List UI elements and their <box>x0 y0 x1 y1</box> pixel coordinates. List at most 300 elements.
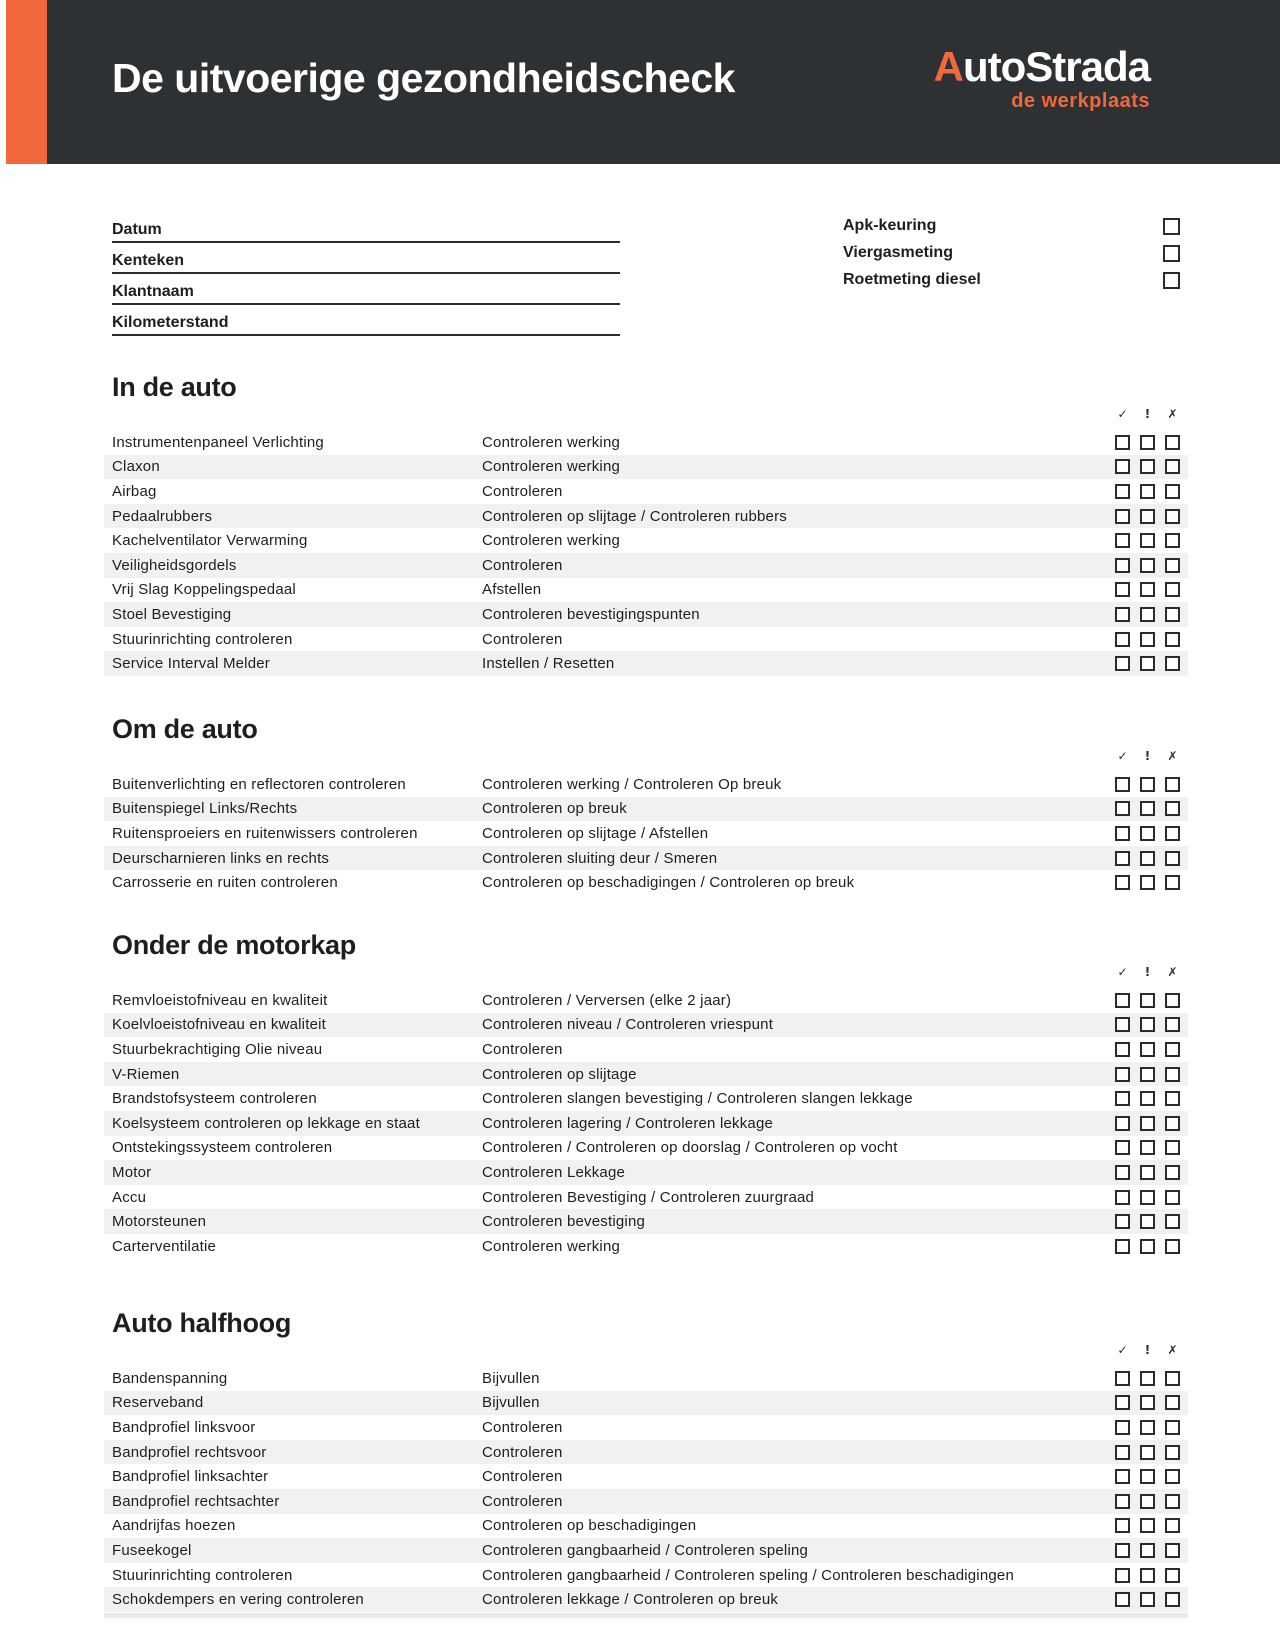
table-row <box>104 1366 1188 1391</box>
row-item-label: Pedaalrubbers <box>112 507 213 525</box>
status-ok-symbol: ✓ <box>1117 407 1128 421</box>
row-checkboxes <box>1115 1116 1188 1131</box>
checkbox-ok[interactable] <box>1115 801 1130 816</box>
check-option-label: Apk-keuring <box>843 217 937 234</box>
page-title: De uitvoerige gezondheidscheck <box>112 55 735 101</box>
checkbox-warn[interactable] <box>1140 1494 1155 1509</box>
checkbox-fail[interactable] <box>1165 1239 1180 1254</box>
row-action-label: Controleren werking <box>482 532 621 550</box>
table-row <box>104 870 1188 895</box>
row-checkboxes <box>1115 777 1188 792</box>
page-bottom-edge <box>104 1613 1188 1618</box>
row-item-label: Bandprofiel rechtsvoor <box>112 1443 267 1461</box>
checkbox-warn[interactable] <box>1140 1395 1155 1410</box>
row-item-label: Koelsysteem controleren op lekkage en staat <box>112 1114 420 1132</box>
row-checkboxes <box>1115 1091 1188 1106</box>
brand-initial: A <box>933 43 963 90</box>
table-row <box>104 1415 1188 1440</box>
checkbox-warn[interactable] <box>1140 435 1155 450</box>
checkbox-fail[interactable] <box>1165 1518 1180 1533</box>
row-checkboxes <box>1115 459 1188 474</box>
row-item-label: Bandprofiel linksvoor <box>112 1418 256 1436</box>
checkbox-warn[interactable] <box>1140 1042 1155 1057</box>
section-title: Auto halfhoog <box>112 1308 292 1338</box>
row-item-label: Motor <box>112 1163 152 1181</box>
table-row <box>104 627 1188 652</box>
table-row <box>104 1464 1188 1489</box>
section-rows <box>104 1366 1188 1612</box>
checkbox-ok[interactable] <box>1115 826 1130 841</box>
row-action-label: Bijvullen <box>482 1369 540 1387</box>
brand-name <box>933 43 1150 90</box>
row-action-label: Controleren <box>482 1492 563 1510</box>
row-item-label: Buitenspiegel Links/Rechts <box>112 800 298 818</box>
check-option-label: Viergasmeting <box>843 244 953 261</box>
row-action-label: Controleren <box>482 630 563 648</box>
section-auto-halfhoog <box>104 1308 1188 1612</box>
checkbox-warn[interactable] <box>1140 484 1155 499</box>
checkbox-warn[interactable] <box>1140 1140 1155 1155</box>
row-checkboxes <box>1115 1445 1188 1460</box>
checkbox-warn[interactable] <box>1140 1239 1155 1254</box>
row-action-label: Controleren op breuk <box>482 800 627 818</box>
row-item-label: Remvloeistofniveau en kwaliteit <box>112 991 328 1009</box>
checkbox-ok[interactable] <box>1115 1543 1130 1558</box>
checkbox-fail[interactable] <box>1165 459 1180 474</box>
row-item-label: Deurscharnieren links en rechts <box>112 849 330 867</box>
table-row <box>104 1086 1188 1111</box>
row-checkboxes <box>1115 1042 1188 1057</box>
status-warn-symbol: ! <box>1144 407 1151 421</box>
row-checkboxes <box>1115 656 1188 671</box>
row-checkboxes <box>1115 1543 1188 1558</box>
row-item-label: Koelvloeistofniveau en kwaliteit <box>112 1016 327 1034</box>
row-action-label: Controleren <box>482 556 563 574</box>
field-klantnaam[interactable] <box>112 272 620 305</box>
row-checkboxes <box>1115 1190 1188 1205</box>
table-row <box>104 1037 1188 1062</box>
checkbox-warn[interactable] <box>1140 1469 1155 1484</box>
checkbox-fail[interactable] <box>1165 1190 1180 1205</box>
row-action-label: Controleren lekkage / Controleren op breuk <box>482 1591 779 1609</box>
checkbox-ok[interactable] <box>1115 1568 1130 1583</box>
status-warn-symbol: ! <box>1144 749 1151 763</box>
row-item-label: Bandprofiel rechtsachter <box>112 1492 280 1510</box>
row-action-label: Controleren op slijtage / Controleren rubbers <box>482 507 787 525</box>
row-action-label: Controleren op beschadigingen / Controleren op breuk <box>482 874 855 892</box>
checkbox-fail[interactable] <box>1165 607 1180 622</box>
table-row <box>104 1185 1188 1210</box>
table-row <box>104 504 1188 529</box>
table-row <box>104 479 1188 504</box>
checkbox-ok[interactable] <box>1115 1494 1130 1509</box>
checkbox-fail[interactable] <box>1165 1214 1180 1229</box>
table-row <box>104 797 1188 822</box>
table-row <box>104 1587 1188 1612</box>
row-action-label: Controleren op beschadigingen <box>482 1517 697 1535</box>
row-checkboxes <box>1115 533 1188 548</box>
status-ok-symbol: ✓ <box>1117 749 1128 763</box>
checkbox-fail[interactable] <box>1165 558 1180 573</box>
row-checkboxes <box>1115 1067 1188 1082</box>
checkbox-ok[interactable] <box>1115 1190 1130 1205</box>
section-om-de-auto <box>104 714 1188 895</box>
checkbox-fail[interactable] <box>1165 509 1180 524</box>
table-row <box>104 1489 1188 1514</box>
table-row <box>104 528 1188 553</box>
checkbox-fail[interactable] <box>1165 1445 1180 1460</box>
row-checkboxes <box>1115 484 1188 499</box>
row-action-label: Controleren gangbaarheid / Controleren speling <box>482 1541 809 1559</box>
table-row <box>104 553 1188 578</box>
table-row <box>104 1514 1188 1539</box>
row-checkboxes <box>1115 851 1188 866</box>
checkbox-ok[interactable] <box>1115 1371 1130 1386</box>
row-checkboxes <box>1115 1395 1188 1410</box>
row-checkboxes <box>1115 993 1188 1008</box>
checkbox-fail[interactable] <box>1165 826 1180 841</box>
checkbox-ok[interactable] <box>1115 607 1130 622</box>
checkbox-fail[interactable] <box>1165 435 1180 450</box>
status-ok-symbol: ✓ <box>1117 965 1128 979</box>
checkbox-warn[interactable] <box>1140 1543 1155 1558</box>
section-title: Onder de motorkap <box>112 930 356 960</box>
checkbox-warn[interactable] <box>1140 826 1155 841</box>
table-row <box>104 578 1188 603</box>
checkbox-fail[interactable] <box>1165 1371 1180 1386</box>
row-item-label: Stuurinrichting controleren <box>112 630 293 648</box>
checkbox-ok[interactable] <box>1115 484 1130 499</box>
row-item-label: Vrij Slag Koppelingspedaal <box>112 581 296 599</box>
table-row <box>104 602 1188 627</box>
checkbox-ok[interactable] <box>1115 1420 1130 1435</box>
checkbox-ok[interactable] <box>1115 1116 1130 1131</box>
status-fail-symbol: ✗ <box>1167 749 1178 763</box>
row-action-label: Controleren Bevestiging / Controleren zuurgraad <box>482 1188 815 1206</box>
section-rows <box>104 988 1188 1259</box>
checkbox-ok[interactable] <box>1115 533 1130 548</box>
row-action-label: Controleren bevestiging <box>482 1213 646 1231</box>
row-action-label: Controleren <box>482 1040 563 1058</box>
brand-rest: utoStrada <box>962 43 1150 90</box>
checkbox-warn[interactable] <box>1140 1190 1155 1205</box>
table-row <box>104 846 1188 871</box>
row-item-label: Ruitensproeiers en ruitenwissers controleren <box>112 824 418 842</box>
checkbox-warn[interactable] <box>1140 509 1155 524</box>
brand-tagline: de werkplaats <box>1011 90 1150 112</box>
checkbox-warn[interactable] <box>1140 777 1155 792</box>
table-row <box>104 1013 1188 1038</box>
checkbox-fail[interactable] <box>1165 656 1180 671</box>
checkbox-warn[interactable] <box>1140 875 1155 890</box>
status-fail-symbol: ✗ <box>1167 965 1178 979</box>
checkbox-ok[interactable] <box>1115 993 1130 1008</box>
table-row <box>104 988 1188 1013</box>
row-checkboxes <box>1115 1140 1188 1155</box>
checkbox-ok[interactable] <box>1115 1592 1130 1607</box>
row-checkboxes <box>1115 1165 1188 1180</box>
section-rows <box>104 772 1188 895</box>
row-item-label: Stuurbekrachtiging Olie niveau <box>112 1040 323 1058</box>
checkbox-fail[interactable] <box>1165 875 1180 890</box>
row-item-label: Fuseekogel <box>112 1541 192 1559</box>
field-datum[interactable] <box>112 210 620 243</box>
row-checkboxes <box>1115 1214 1188 1229</box>
checkbox-fail[interactable] <box>1165 1017 1180 1032</box>
checkbox-warn[interactable] <box>1140 1592 1155 1607</box>
checkbox-warn[interactable] <box>1140 1116 1155 1131</box>
table-row <box>104 1440 1188 1465</box>
table-row <box>104 455 1188 480</box>
row-checkboxes <box>1115 632 1188 647</box>
table-row <box>104 1111 1188 1136</box>
row-action-label: Controleren Lekkage <box>482 1163 626 1181</box>
check-option-apk-keuring <box>843 215 1180 237</box>
checkbox-ok[interactable] <box>1115 1017 1130 1032</box>
row-action-label: Controleren werking <box>482 458 621 476</box>
status-symbols-header <box>104 407 1188 421</box>
row-action-label: Controleren niveau / Controleren vriespunt <box>482 1016 774 1034</box>
row-item-label: Carrosserie en ruiten controleren <box>112 874 338 892</box>
checkbox-fail[interactable] <box>1165 582 1180 597</box>
table-row <box>104 1234 1188 1259</box>
checkbox-fail[interactable] <box>1165 1568 1180 1583</box>
row-item-label: V-Riemen <box>112 1065 180 1083</box>
status-symbols-header <box>104 1343 1188 1357</box>
row-action-label: Controleren <box>482 1468 563 1486</box>
checkbox-warn[interactable] <box>1140 1165 1155 1180</box>
table-row <box>104 772 1188 797</box>
row-item-label: Bandenspanning <box>112 1369 228 1387</box>
row-action-label: Controleren bevestigingspunten <box>482 605 700 623</box>
checkbox-ok[interactable] <box>1115 656 1130 671</box>
row-action-label: Controleren / Controleren op doorslag / Controleren op vocht <box>482 1139 898 1157</box>
row-checkboxes <box>1115 607 1188 622</box>
checkbox-ok[interactable] <box>1115 1445 1130 1460</box>
checkbox-roetmeting-diesel[interactable] <box>1163 272 1180 289</box>
checkbox-fail[interactable] <box>1165 1469 1180 1484</box>
status-fail-symbol: ✗ <box>1167 1343 1178 1357</box>
checkbox-ok[interactable] <box>1115 1042 1130 1057</box>
status-symbols-header <box>104 749 1188 763</box>
checkbox-warn[interactable] <box>1140 1568 1155 1583</box>
field-datum-label: Datum <box>112 221 162 238</box>
status-ok-symbol: ✓ <box>1117 1343 1128 1357</box>
field-kilometerstand-label: Kilometerstand <box>112 314 229 331</box>
checkbox-fail[interactable] <box>1165 1395 1180 1410</box>
checkbox-warn[interactable] <box>1140 632 1155 647</box>
brand-logo <box>933 43 1150 112</box>
table-row <box>104 1563 1188 1588</box>
checkbox-ok[interactable] <box>1115 582 1130 597</box>
row-item-label: Bandprofiel linksachter <box>112 1468 269 1486</box>
row-action-label: Controleren lagering / Controleren lekkage <box>482 1114 774 1132</box>
checkbox-warn[interactable] <box>1140 582 1155 597</box>
checkbox-warn[interactable] <box>1140 1371 1155 1386</box>
checkbox-ok[interactable] <box>1115 1518 1130 1533</box>
checkbox-fail[interactable] <box>1165 1494 1180 1509</box>
checkbox-warn[interactable] <box>1140 1214 1155 1229</box>
section-onder-de-motorkap <box>104 930 1188 1259</box>
checkbox-fail[interactable] <box>1165 1091 1180 1106</box>
checkbox-ok[interactable] <box>1115 1165 1130 1180</box>
checkbox-warn[interactable] <box>1140 851 1155 866</box>
checkbox-ok[interactable] <box>1115 435 1130 450</box>
checkbox-fail[interactable] <box>1165 1140 1180 1155</box>
checkbox-ok[interactable] <box>1115 1214 1130 1229</box>
row-item-label: Stuurinrichting controleren <box>112 1566 293 1584</box>
checkbox-fail[interactable] <box>1165 777 1180 792</box>
checkbox-warn[interactable] <box>1140 558 1155 573</box>
row-checkboxes <box>1115 435 1188 450</box>
row-action-label: Controleren werking <box>482 433 621 451</box>
row-action-label: Bijvullen <box>482 1394 540 1412</box>
checkbox-warn[interactable] <box>1140 1445 1155 1460</box>
checkbox-fail[interactable] <box>1165 851 1180 866</box>
row-action-label: Controleren slangen bevestiging / Controleren slangen lekkage <box>482 1090 913 1108</box>
row-action-label: Controleren gangbaarheid / Controleren speling / Controleren beschadigingen <box>482 1566 1015 1584</box>
table-row <box>104 1160 1188 1185</box>
checkbox-fail[interactable] <box>1165 801 1180 816</box>
checkbox-fail[interactable] <box>1165 632 1180 647</box>
field-kenteken[interactable] <box>112 241 620 274</box>
checkbox-warn[interactable] <box>1140 993 1155 1008</box>
checkbox-fail[interactable] <box>1165 1543 1180 1558</box>
table-row <box>104 1209 1188 1234</box>
row-item-label: Airbag <box>112 482 157 500</box>
row-item-label: Brandstofsysteem controleren <box>112 1090 317 1108</box>
row-action-label: Controleren sluiting deur / Smeren <box>482 849 718 867</box>
row-checkboxes <box>1115 1518 1188 1533</box>
checkbox-warn[interactable] <box>1140 801 1155 816</box>
row-checkboxes <box>1115 1568 1188 1583</box>
section-title: Om de auto <box>112 714 258 744</box>
checkbox-warn[interactable] <box>1140 1420 1155 1435</box>
row-checkboxes <box>1115 509 1188 524</box>
table-row <box>104 1136 1188 1161</box>
checkbox-ok[interactable] <box>1115 558 1130 573</box>
row-checkboxes <box>1115 875 1188 890</box>
table-row <box>104 430 1188 455</box>
checkbox-ok[interactable] <box>1115 1067 1130 1082</box>
row-item-label: Veiligheidsgordels <box>112 556 237 574</box>
row-checkboxes <box>1115 1469 1188 1484</box>
row-action-label: Instellen / Resetten <box>482 655 615 673</box>
row-item-label: Kachelventilator Verwarming <box>112 532 308 550</box>
row-checkboxes <box>1115 1494 1188 1509</box>
check-option-viergasmeting <box>843 242 1180 264</box>
row-item-label: Schokdempers en vering controleren <box>112 1591 364 1609</box>
row-checkboxes <box>1115 558 1188 573</box>
checkbox-fail[interactable] <box>1165 1420 1180 1435</box>
checkbox-ok[interactable] <box>1115 1140 1130 1155</box>
checkbox-ok[interactable] <box>1115 509 1130 524</box>
row-action-label: Controleren <box>482 1418 563 1436</box>
checkbox-warn[interactable] <box>1140 1067 1155 1082</box>
check-option-label: Roetmeting diesel <box>843 271 981 288</box>
checkbox-warn[interactable] <box>1140 533 1155 548</box>
checkbox-fail[interactable] <box>1165 993 1180 1008</box>
row-item-label: Aandrijfas hoezen <box>112 1517 236 1535</box>
row-checkboxes <box>1115 1017 1188 1032</box>
section-title: In de auto <box>112 372 237 402</box>
checkbox-ok[interactable] <box>1115 777 1130 792</box>
checkbox-ok[interactable] <box>1115 1395 1130 1410</box>
checkbox-fail[interactable] <box>1165 484 1180 499</box>
checkbox-warn[interactable] <box>1140 1017 1155 1032</box>
checkbox-warn[interactable] <box>1140 656 1155 671</box>
checkbox-ok[interactable] <box>1115 459 1130 474</box>
row-action-label: Controleren werking / Controleren Op breuk <box>482 775 782 793</box>
row-item-label: Reserveband <box>112 1394 204 1412</box>
checkbox-ok[interactable] <box>1115 851 1130 866</box>
row-checkboxes <box>1115 801 1188 816</box>
checkbox-fail[interactable] <box>1165 1592 1180 1607</box>
row-item-label: Service Interval Melder <box>112 655 270 673</box>
checkbox-apk-keuring[interactable] <box>1163 218 1180 235</box>
checkbox-viergasmeting[interactable] <box>1163 245 1180 262</box>
checkbox-fail[interactable] <box>1165 1116 1180 1131</box>
row-item-label: Buitenverlichting en reflectoren controleren <box>112 775 406 793</box>
table-row <box>104 1391 1188 1416</box>
checkbox-ok[interactable] <box>1115 875 1130 890</box>
row-action-label: Controleren / Verversen (elke 2 jaar) <box>482 991 732 1009</box>
checkbox-fail[interactable] <box>1165 1165 1180 1180</box>
row-checkboxes <box>1115 1592 1188 1607</box>
table-row <box>104 821 1188 846</box>
row-action-label: Controleren op slijtage <box>482 1065 637 1083</box>
checkbox-ok[interactable] <box>1115 1469 1130 1484</box>
checkbox-ok[interactable] <box>1115 632 1130 647</box>
row-item-label: Carterventilatie <box>112 1237 217 1255</box>
row-item-label: Motorsteunen <box>112 1213 207 1231</box>
row-action-label: Controleren <box>482 1443 563 1461</box>
table-row <box>104 1062 1188 1087</box>
checkbox-warn[interactable] <box>1140 1518 1155 1533</box>
row-checkboxes <box>1115 1371 1188 1386</box>
accent-stripe <box>6 0 47 164</box>
checkbox-ok[interactable] <box>1115 1091 1130 1106</box>
row-item-label: Accu <box>112 1188 147 1206</box>
checkbox-warn[interactable] <box>1140 459 1155 474</box>
checkbox-ok[interactable] <box>1115 1239 1130 1254</box>
field-kilometerstand[interactable] <box>112 303 620 336</box>
field-klantnaam-label: Klantnaam <box>112 283 194 300</box>
status-symbols-header <box>104 965 1188 979</box>
checkbox-fail[interactable] <box>1165 1067 1180 1082</box>
section-in-de-auto <box>104 372 1188 676</box>
section-rows <box>104 430 1188 676</box>
header-banner <box>6 0 1280 164</box>
row-action-label: Afstellen <box>482 581 542 599</box>
row-checkboxes <box>1115 826 1188 841</box>
checkbox-fail[interactable] <box>1165 533 1180 548</box>
row-item-label: Ontstekingssysteem controleren <box>112 1139 333 1157</box>
row-item-label: Instrumentenpaneel Verlichting <box>112 433 324 451</box>
check-option-roetmeting-diesel <box>843 269 1180 291</box>
row-item-label: Claxon <box>112 458 160 476</box>
status-warn-symbol: ! <box>1144 1343 1151 1357</box>
checkbox-warn[interactable] <box>1140 1091 1155 1106</box>
table-row <box>104 1538 1188 1563</box>
checkbox-fail[interactable] <box>1165 1042 1180 1057</box>
checkbox-warn[interactable] <box>1140 607 1155 622</box>
row-checkboxes <box>1115 582 1188 597</box>
row-item-label: Stoel Bevestiging <box>112 605 232 623</box>
field-kenteken-label: Kenteken <box>112 252 185 269</box>
row-checkboxes <box>1115 1420 1188 1435</box>
table-row <box>104 651 1188 676</box>
